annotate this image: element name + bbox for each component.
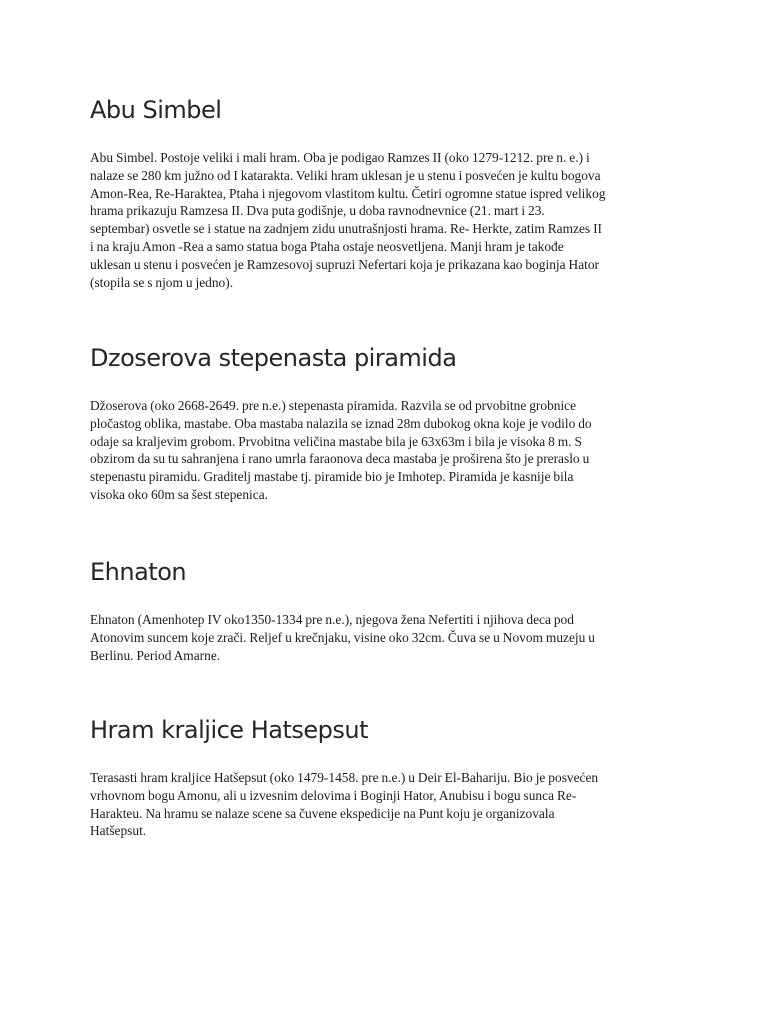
section-paragraph bbox=[90, 149, 680, 291]
section-paragraph bbox=[90, 611, 680, 664]
paragraph-line: Amon-Rea, Re-Haraktea, Ptaha i njegovom vlastitom kultu. Četiri ogromne statue ispred velikog bbox=[90, 185, 606, 201]
section-heading: Hram kraljice Hatsepsut bbox=[90, 716, 368, 744]
section-paragraph bbox=[90, 397, 680, 504]
section-hram-hatsepsut bbox=[90, 715, 680, 840]
section-heading: Abu Simbel bbox=[90, 96, 222, 124]
paragraph-line: visoka oko 60m sa šest stepenica. bbox=[90, 486, 268, 502]
paragraph-line: Terasasti hram kraljice Hatšepsut (oko 1479-1458. pre n.e.) u Deir El-Bahariju. Bio je posvećen bbox=[90, 770, 599, 785]
paragraph-line: vrhovnom bogu Amonu, ali u izvesnim delovima i Boginji Hator, Anubisu i bogu sunca Re- bbox=[90, 787, 577, 803]
paragraph-line: Abu Simbel. Postoje veliki i mali hram. Oba je podigao Ramzes II (oko 1279-1212. pre n. e.) i bbox=[90, 150, 590, 165]
paragraph-line: odaje sa kraljevim grobom. Prvobitna veličina mastabe bila je 63x63m i bila je visoka 8 m. S bbox=[90, 433, 582, 449]
section-heading: Dzoserova stepenasta piramida bbox=[90, 344, 457, 372]
section-abu-simbel bbox=[90, 95, 680, 291]
section-heading: Ehnaton bbox=[90, 558, 187, 586]
paragraph-line: septembar) osvetle se i statue na zadnjem zidu unutrašnjosti hrama. Re- Herkte, zatim Ramzes II bbox=[90, 221, 602, 237]
section-dzoserova-piramida bbox=[90, 343, 680, 504]
paragraph-line: nalaze se 280 km južno od I katarakta. Veliki hram uklesan je u stenu i posvećen je kultu bogova bbox=[90, 167, 601, 183]
paragraph-line: Berlinu. Period Amarne. bbox=[90, 647, 221, 663]
paragraph-line: obzirom da su tu sahranjena i rano umrla faraonova deca mastaba je proširena što je preraslo u bbox=[90, 451, 590, 467]
paragraph-line: Hatšepsut. bbox=[90, 823, 147, 839]
paragraph-line: Atonovim suncem koje zrači. Reljef u krečnjaku, visine oko 32cm. Čuva se u Novom muzeju u bbox=[90, 629, 595, 645]
paragraph-line: i na kraju Amon -Rea a samo statua boga Ptaha ostaje neosvetljena. Manji hram je takođe bbox=[90, 238, 564, 254]
section-paragraph bbox=[90, 769, 680, 840]
paragraph-line: hrama prikazuju Ramzesa II. Dva puta godišnje, u doba ravnodnevnice (21. mart i 23. bbox=[90, 203, 545, 219]
paragraph-line: Ehnaton (Amenhotep IV oko1350-1334 pre n.e.), njegova žena Nefertiti i njihova deca pod bbox=[90, 612, 574, 627]
paragraph-line: Džoserova (oko 2668-2649. pre n.e.) stepenasta piramida. Razvila se od prvobitne grobnice bbox=[90, 398, 577, 413]
paragraph-line: stepenastu piramidu. Graditelj mastabe tj. piramide bio je Imhotep. Piramida je kasnije bila bbox=[90, 469, 574, 485]
paragraph-line: Harakteu. Na hramu se nalaze scene sa čuvene ekspedicije na Punt koju je organizovala bbox=[90, 805, 555, 821]
paragraph-line: uklesan u stenu i posvećen je Ramzesovoj supruzi Nefertari koja je prikazana kao boginja Hator bbox=[90, 256, 600, 272]
paragraph-line: pločastog oblika, mastabe. Oba mastaba nalazila se iznad 28m dubokog okna koje je vodilo do bbox=[90, 415, 592, 431]
section-ehnaton bbox=[90, 557, 680, 664]
paragraph-line: (stopila se s njom u jedno). bbox=[90, 274, 234, 290]
